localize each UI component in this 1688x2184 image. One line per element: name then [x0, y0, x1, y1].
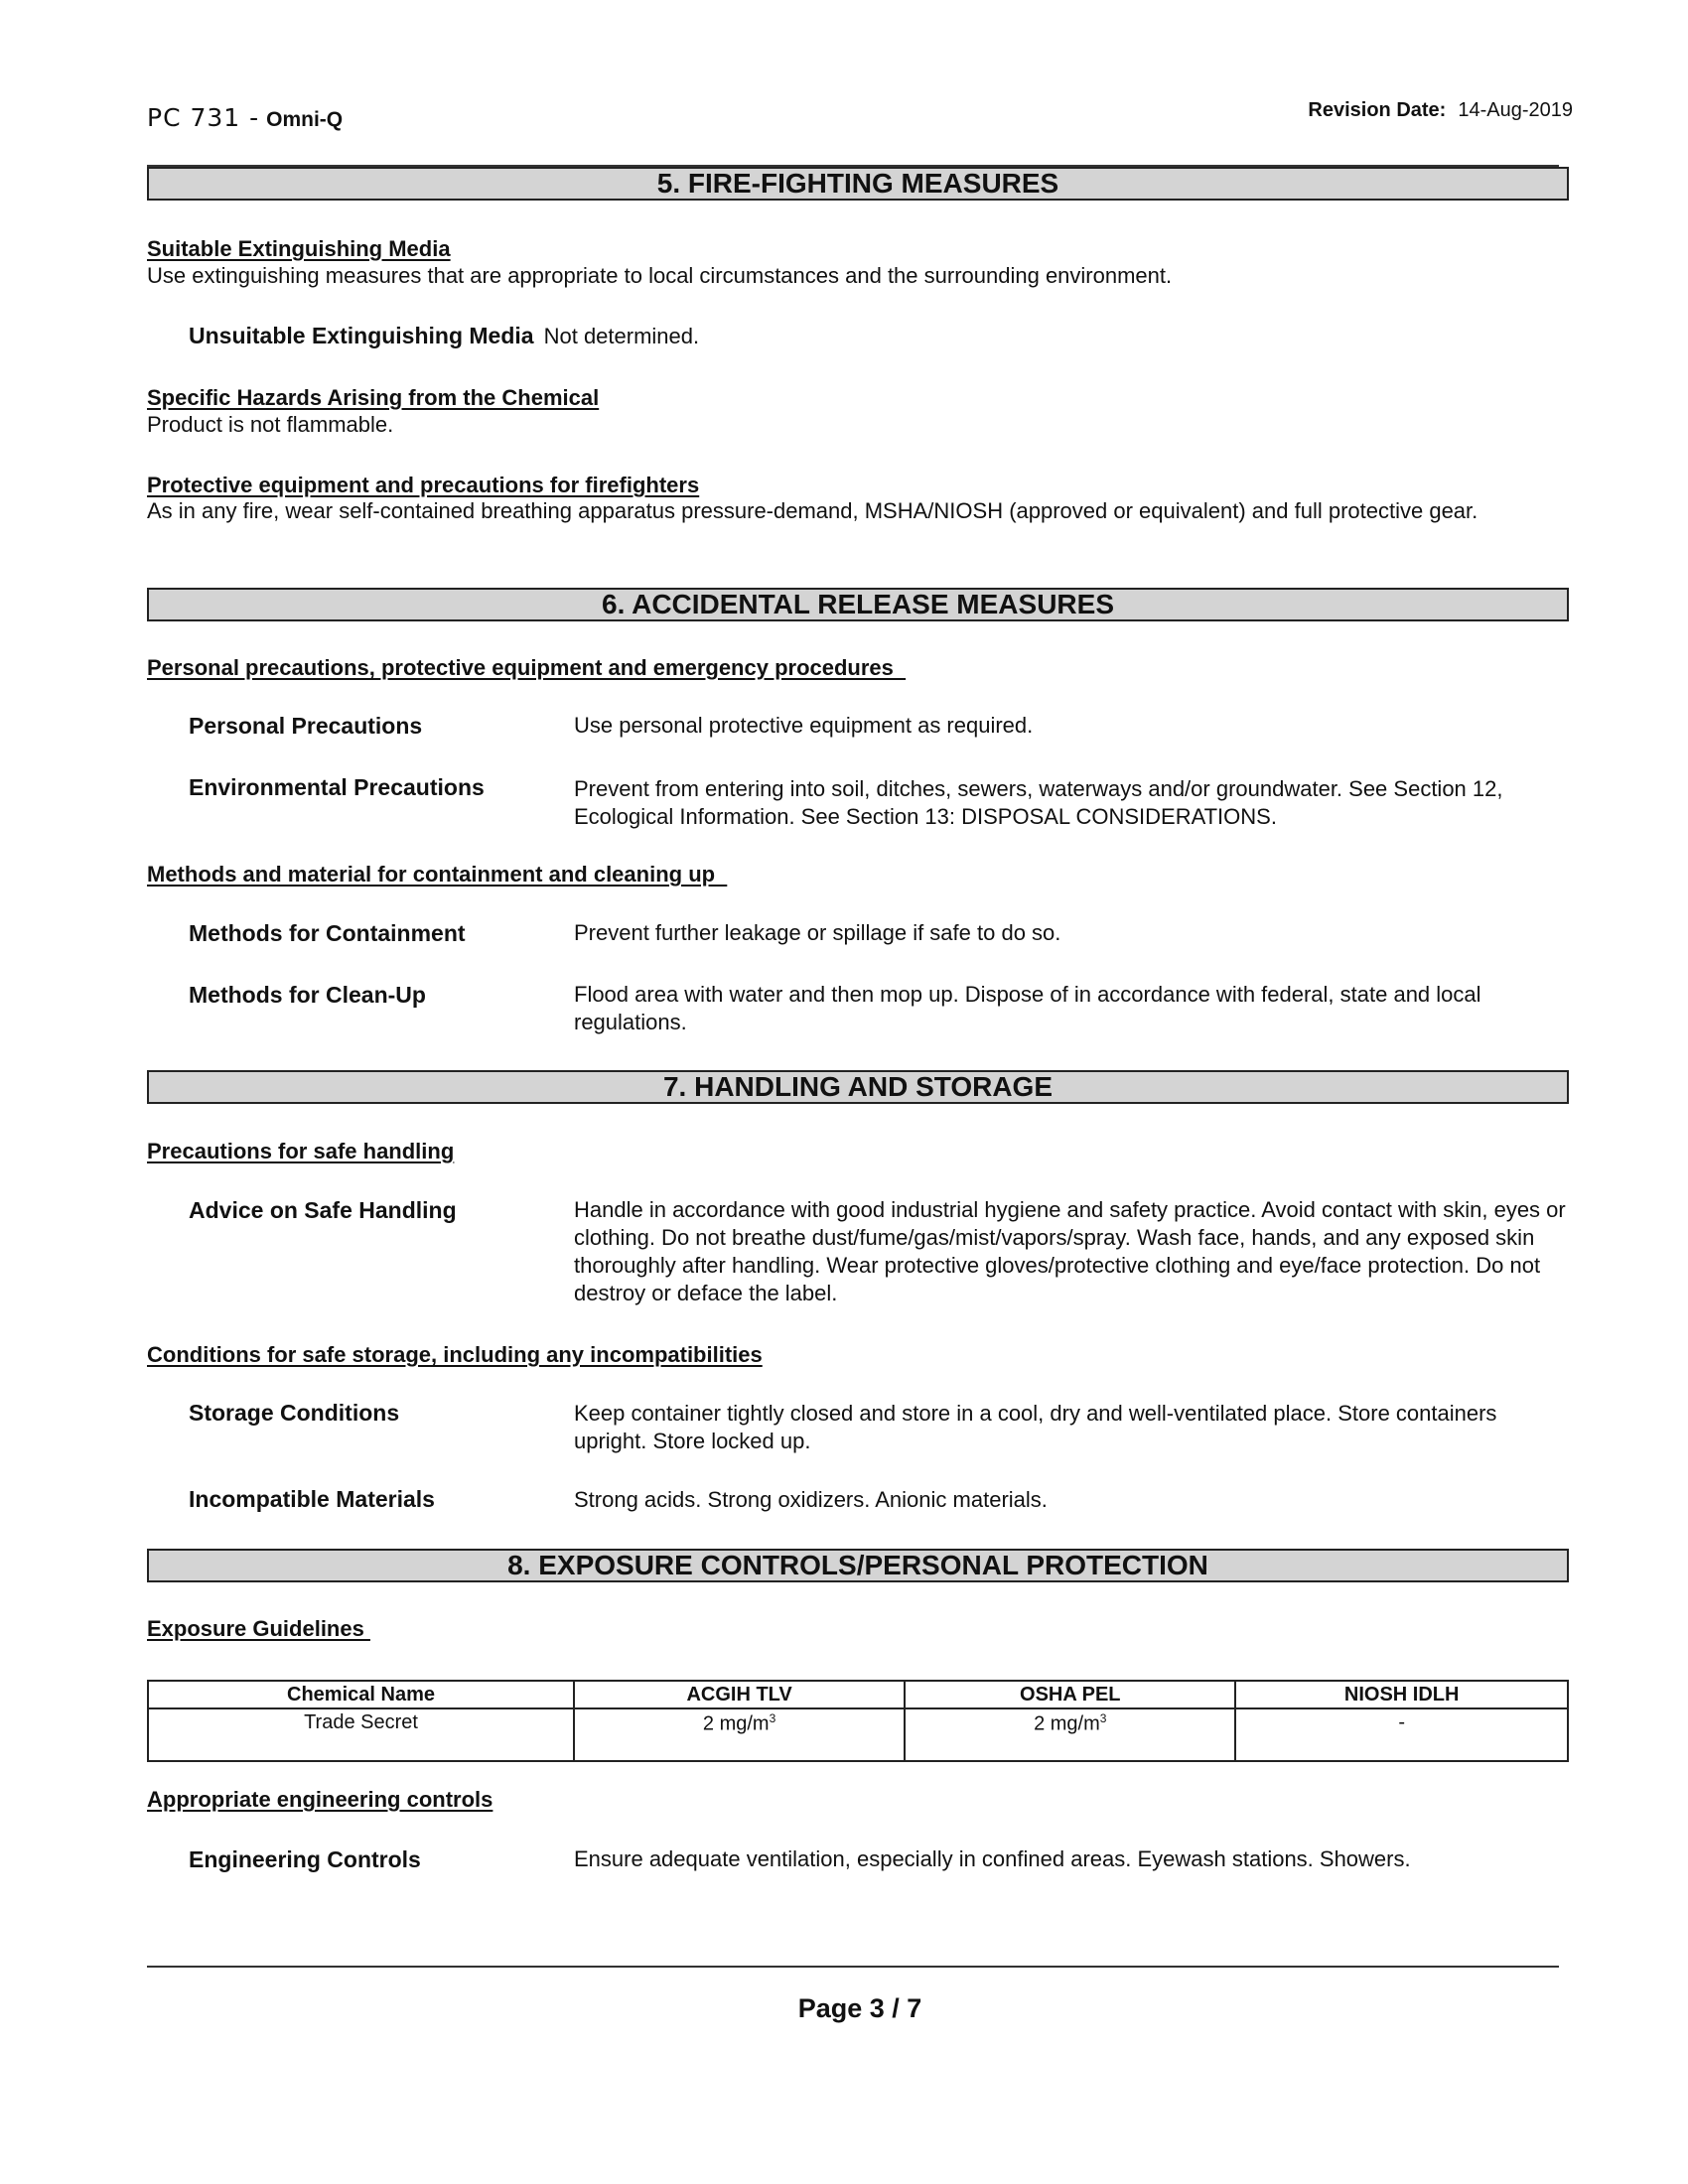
safe-handling-heading: Precautions for safe handling — [147, 1139, 455, 1163]
specific-hazards-heading: Specific Hazards Arising from the Chemical — [147, 385, 600, 410]
personal-precautions-heading: Personal precautions, protective equipment and emergency procedures — [147, 655, 907, 680]
cleanup-value: Flood area with water and then mop up. Dispose of in accordance with federal, state and local regulations. — [574, 982, 1481, 1034]
safe-handling-label: Advice on Safe Handling — [189, 1197, 457, 1223]
cell-niosh-idlh: - — [1235, 1708, 1568, 1761]
storage-conditions-label: Storage Conditions — [189, 1400, 400, 1426]
personal-precautions-label: Personal Precautions — [189, 713, 423, 739]
engineering-controls-value: Ensure adequate ventilation, especially in confined areas. Eyewash stations. Showers. — [574, 1846, 1411, 1871]
revision-label: Revision Date: — [1308, 99, 1447, 121]
engineering-controls-heading: Appropriate engineering controls — [147, 1787, 493, 1812]
col-niosh-idlh: NIOSH IDLH — [1235, 1681, 1568, 1708]
sds-page — [147, 0, 1573, 2184]
environmental-precautions-value: Prevent from entering into soil, ditches, sewers, waterways and/or groundwater. See Section 12, Ecological Information. See Section 13: DISPOSAL CONSIDERATIONS. — [574, 776, 1503, 829]
environmental-precautions-label: Environmental Precautions — [189, 774, 485, 800]
col-acgih-tlv: ACGIH TLV — [574, 1681, 905, 1708]
section-7-title: 7. HANDLING AND STORAGE — [147, 1070, 1569, 1104]
cell-osha-pel: 2 $mg/m^3$ — [905, 1708, 1235, 1761]
unsuitable-media-row — [189, 323, 699, 349]
product-code: PC 731 - — [147, 103, 260, 132]
footer-rule — [147, 1966, 1559, 1968]
exposure-guidelines-heading: Exposure Guidelines — [147, 1616, 370, 1641]
col-chemical-name: Chemical Name — [148, 1681, 574, 1708]
section-8-title: 8. EXPOSURE CONTROLS/PERSONAL PROTECTION — [147, 1549, 1569, 1582]
section-5-title: 5. FIRE-FIGHTING MEASURES — [147, 167, 1569, 201]
specific-hazards-text: Product is not flammable. — [147, 412, 394, 437]
product-name: Omni-Q — [266, 108, 344, 131]
incompatible-materials-value: Strong acids. Strong oxidizers. Anionic materials. — [574, 1487, 1048, 1512]
safe-storage-heading: Conditions for safe storage, including any incompatibilities — [147, 1342, 763, 1367]
cleanup-label: Methods for Clean-Up — [189, 982, 426, 1008]
cell-acgih-tlv: 2 $mg/m^3$ — [574, 1708, 905, 1761]
protective-equipment-heading: Protective equipment and precautions for firefighters — [147, 473, 700, 497]
safe-handling-value: Handle in accordance with good industrial hygiene and safety practice. Avoid contact with skin, eyes or clothing. Do not breathe dust/fume/gas/mist/vapors/spray. Wash face, hands, and any exposed skin thoroughly after handling. Wear protective gloves/protective clothing and eye/face protection. Do not destroy or deface the label. — [574, 1197, 1566, 1305]
product-header — [147, 103, 343, 133]
containment-value: Prevent further leakage or spillage if safe to do so. — [574, 920, 1061, 945]
engineering-controls-label: Engineering Controls — [189, 1846, 421, 1872]
unsuitable-media-value: Not determined. — [543, 324, 700, 348]
personal-precautions-value: Use personal protective equipment as required. — [574, 713, 1034, 738]
table-header-row — [148, 1681, 1568, 1708]
containment-methods-heading: Methods and material for containment and cleaning up — [147, 862, 728, 887]
suitable-media-heading: Suitable Extinguishing Media — [147, 236, 451, 261]
col-osha-pel: OSHA PEL — [905, 1681, 1235, 1708]
section-6-title: 6. ACCIDENTAL RELEASE MEASURES — [147, 588, 1569, 621]
protective-equipment-text: As in any fire, wear self-contained breathing apparatus pressure-demand, MSHA/NIOSH (approved or equivalent) and full protective gear. — [147, 498, 1478, 523]
cell-chemical-name: Trade Secret — [148, 1708, 574, 1761]
page-number: Page 3 / 7 — [797, 1993, 922, 2023]
revision-date: 14-Aug-2019 — [1458, 99, 1573, 121]
suitable-media-text: Use extinguishing measures that are appropriate to local circumstances and the surrounding environment. — [147, 263, 1173, 288]
incompatible-materials-label: Incompatible Materials — [189, 1486, 435, 1512]
unsuitable-media-label: Unsuitable Extinguishing Media — [189, 323, 534, 348]
table-row — [148, 1708, 1568, 1761]
revision-info — [1308, 99, 1573, 122]
storage-conditions-value: Keep container tightly closed and store in a cool, dry and well-ventilated place. Store containers upright. Store locked up. — [574, 1401, 1497, 1453]
containment-label: Methods for Containment — [189, 920, 466, 946]
exposure-guidelines-table — [147, 1680, 1569, 1762]
